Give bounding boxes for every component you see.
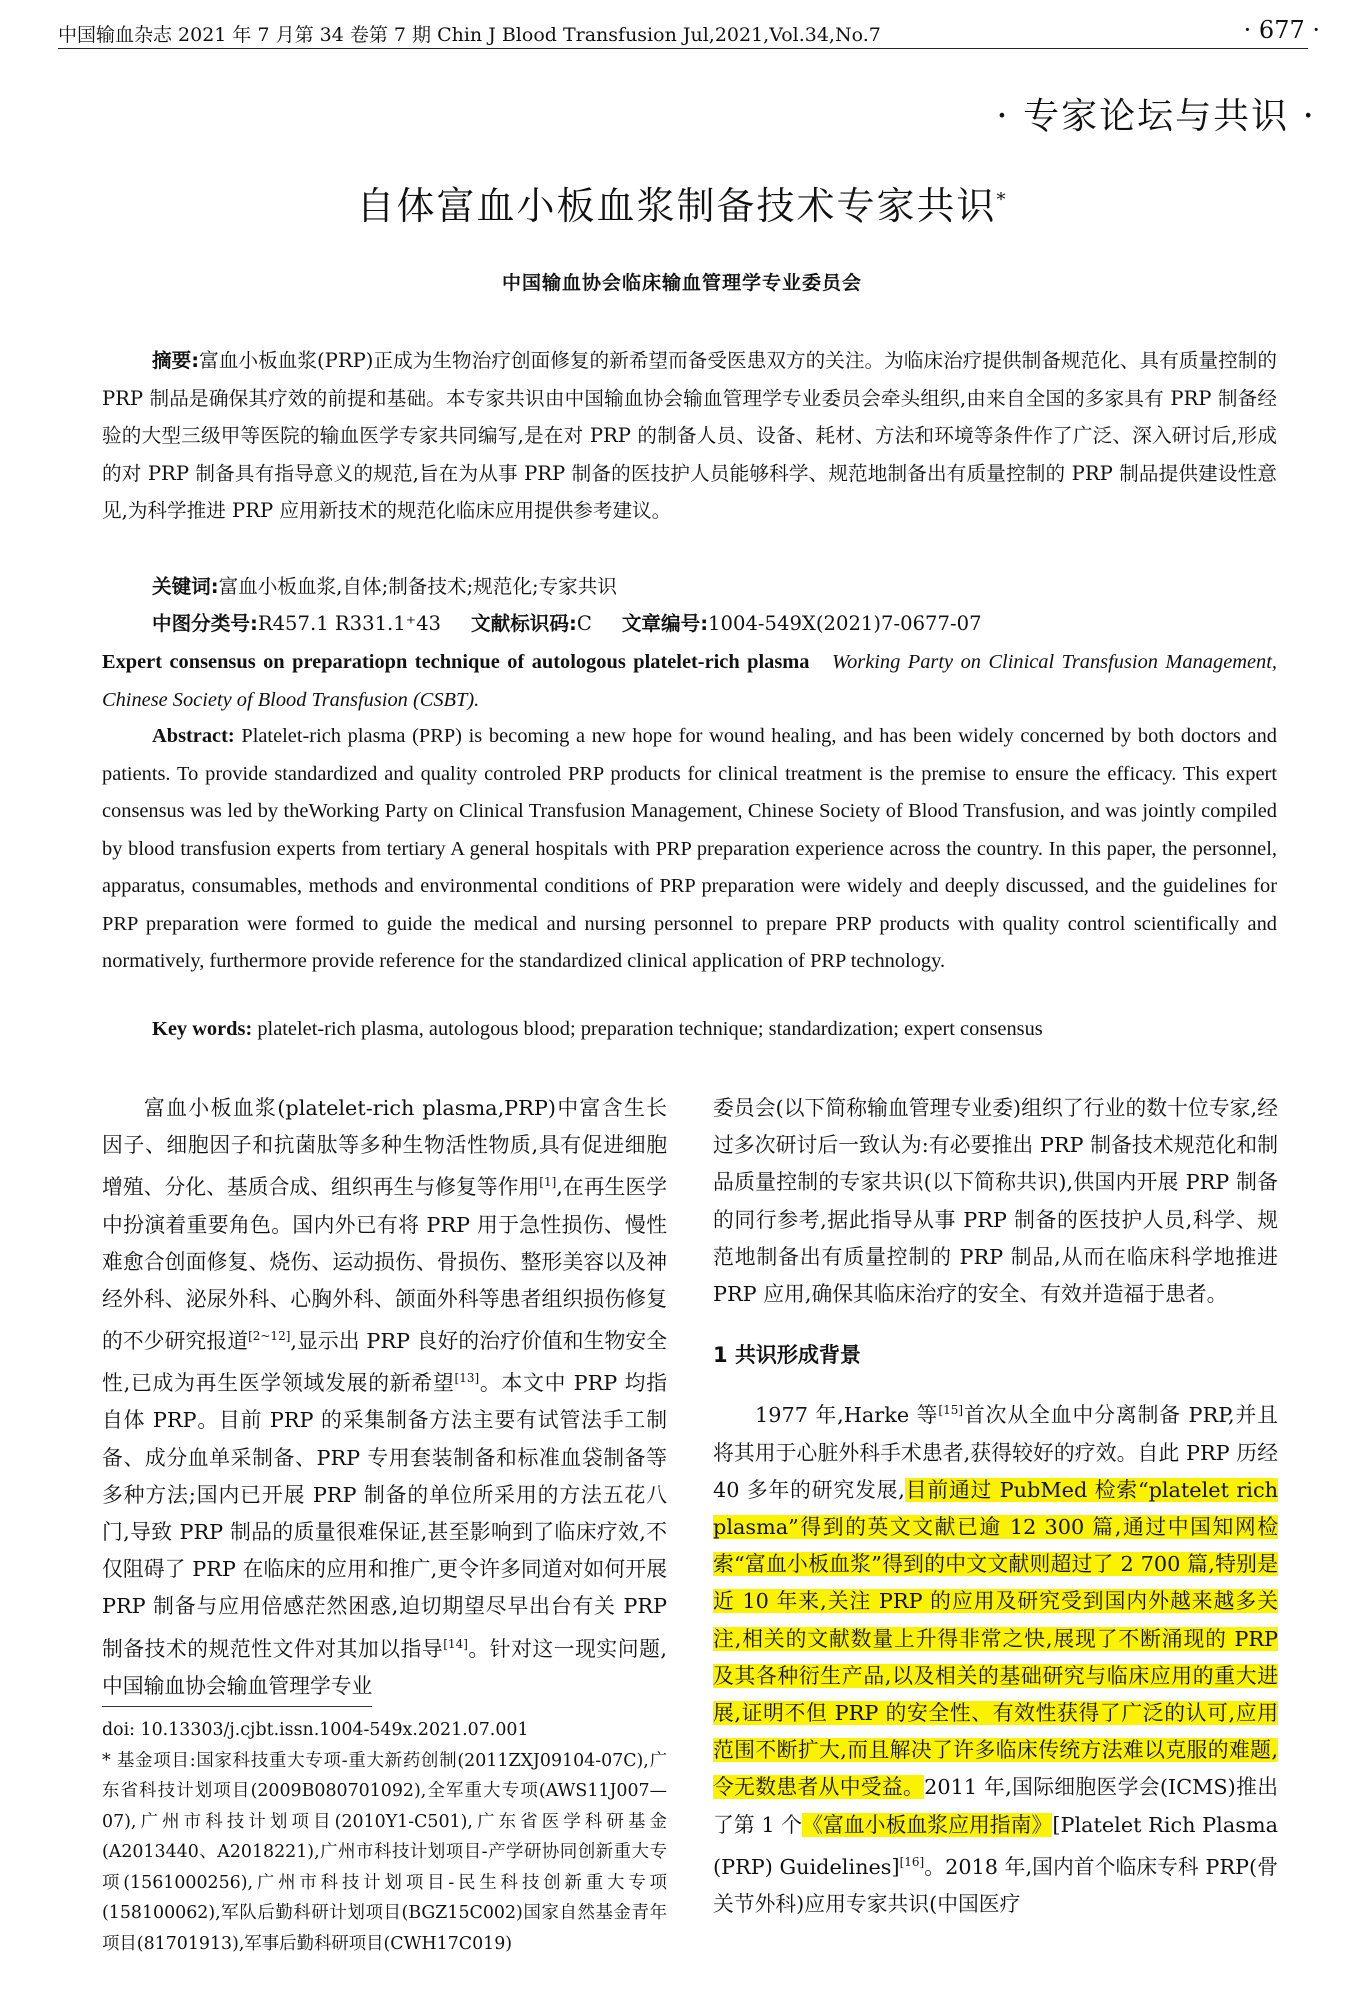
citation-ref: [2~12] [248, 1329, 291, 1344]
section-label: · 专家论坛与共识 · [996, 96, 1316, 137]
abstract-zh-label: 摘要: [152, 349, 200, 372]
section-heading: 1 共识形成背景 [713, 1343, 861, 1368]
keywords-zh-label: 关键词: [152, 575, 219, 598]
citation-ref: [14] [443, 1636, 468, 1651]
paragraph-intro [102, 1090, 667, 1705]
keywords-zh-text: 富血小板血浆,自体;制备技术;规范化;专家共识 [218, 575, 617, 598]
abstract-zh-text: 富血小板血浆(PRP)正成为生物治疗创面修复的新希望而备受医患双方的关注。为临床治疗提供制备规范化、具有质量控制的 PRP 制品是确保其疗效的前提和基础。本专家共识由中国输血协会输血管理学专业委员会牵头组织,由来自全国的多家具有 PRP 制备经验的大型三级甲等医院的输血医学专家共同编写,是在对 PRP 的制备人员、设备、耗材、方法和环境等条件作了广泛、深入研讨后,形成的对 PRP 制备具有指导意义的规范,旨在为从事 PRP 制备的医技护人员能够科学、规范地制备出有质量控制的 PRP 制品提供建设性意见,为科学推进 PRP 应用新技术的规范化临床应用提供参考建议。 [102, 349, 1277, 522]
citation-ref: [16] [899, 1854, 925, 1869]
article-no-value: 1004-549X(2021)7-0677-07 [708, 612, 982, 635]
title-footnote-mark: * [996, 189, 1008, 211]
english-authors: Working Party on Clinical Transfusion Management, Chinese Society of Blood Transfusion (CSBT). [102, 651, 1277, 711]
classification-line [152, 607, 982, 636]
text-run: 首次从全血中分离制备 PRP,并且将其用于心脏外科手术患者,获得较好的疗效。自此 PRP 历经 40 多年的研究发展, [713, 1403, 1278, 1502]
text-run: ,在再生医学中扮演着重要角色。国内外已有将 PRP 用于急性损伤、慢性难愈合创面修复、烧伤、运动损伤、骨损伤、整形美容以及神经外科、泌尿外科、心胸外科、颌面外科等患者组织损伤修复的不少研究报道 [102, 1175, 667, 1354]
page-number: · 677 · [1243, 16, 1320, 44]
text-run: 。2018 年,国内首个临床专科 PRP(骨关节外科)应用专家共识(中国医疗 [713, 1854, 1278, 1916]
title-text: 自体富血小板血浆制备技术专家共识 [356, 184, 997, 228]
text-run: 。本文中 PRP 均指自体 PRP。目前 PRP 的采集制备方法主要有试管法手工制备、成分血单采制备、PRP 专用套装制备和标准血袋制备等多种方法;国内已开展 PRP 制备的单位所采用的方法五花八门,导致 PRP 制品的质量很难保证,甚至影响到了临床疗效,不仅阻碍了 PRP 在临床的应用和推广,更令许多同道对如何开展 PRP 制备与应用倍感茫然困惑,迫切期望尽早出台有关 PRP 制备技术的规范性文件对其加以指导 [102, 1371, 667, 1661]
running-head: 中国输血杂志 2021 年 7 月第 34 卷第 7 期 Chin J Blood Transfusion Jul,2021,Vol.34,No.7 [58, 24, 881, 46]
article-no-label: 文章编号: [621, 612, 709, 635]
citation-ref: [15] [938, 1403, 964, 1418]
paragraph-background [713, 1392, 1278, 1923]
text-run: ,显示出 PRP 良好的治疗价值和生物安全性,已成为再生医学领域发展的新希望 [102, 1329, 667, 1396]
keywords-en [152, 1018, 1043, 1041]
body-left-column [102, 1090, 667, 1705]
keywords-en-text: platelet-rich plasma, autologous blood; preparation technique; standardization; expert consensus [257, 1018, 1043, 1040]
footnotes [102, 1715, 667, 1959]
funding-note: * 基金项目:国家科技重大专项-重大新药创制(2011ZXJ09104-07C),广东省科技计划项目(2009B080701092),全军重大专项(AWS11J007—07),广州市科技计划项目(2010Y1-C501),广东省医学科研基金(A2013440、A2018221),广州市科技计划项目-产学研协同创新重大专项(1561000256),广州市科技计划项目-民生科技创新重大专项(158100062),军队后勤科研计划项目(BGZ15C002)国家自然基金青年项目(81701913),军事后勤科研项目(CWH17C019) [102, 1750, 667, 1954]
doc-code-label: 文献标识码: [471, 612, 577, 635]
citation-ref: [1] [539, 1175, 557, 1190]
header-rule [58, 48, 1308, 49]
text-run: [Platelet Rich Plasma (PRP) Guidelines] [713, 1812, 1279, 1879]
english-title-block [102, 644, 1277, 719]
english-title: Expert consensus on preparatiopn technique of autologous platelet-rich plasma [102, 651, 810, 673]
article-title [0, 175, 1364, 230]
text-run: 。针对这一现实问题,中国输血协会输血管理学专业 [102, 1636, 667, 1698]
abstract-en [102, 718, 1277, 981]
text-run: 2011 年,国际细胞医学会(ICMS)推出了第 1 个 [713, 1775, 1279, 1837]
footnote-rule [102, 1706, 372, 1707]
clc-value: R457.1 R331.1⁺43 [257, 612, 442, 635]
keywords-zh [152, 570, 617, 599]
paragraph-continued: 委员会(以下简称输血管理专业委)组织了行业的数十位专家,经过多次研讨后一致认为:有必要推出 PRP 制备技术规范化和制品质量控制的专家共识(以下简称共识),供国内开展 PRP 制备的同行参考,据此指导从事 PRP 制备的医技护人员,科学、规范地制备出有质量控制的 PRP 制品,从而在临床科学地推进 PRP 应用,确保其临床治疗的安全、有效并造福于患者。 [713, 1096, 1278, 1307]
clc-label: 中图分类号: [152, 612, 258, 635]
highlighted-guideline-title: 《富血小板血浆应用指南》 [802, 1812, 1053, 1837]
text-run: 1977 年,Harke 等 [755, 1403, 939, 1428]
text-run: 富血小板血浆(platelet-rich plasma,PRP)中富含生长因子、细胞因子和抗菌肽等多种生物活性物质,具有促进细胞增殖、分化、基质合成、组织再生与修复等作用 [102, 1096, 667, 1200]
doi-line: doi: 10.13303/j.cjbt.issn.1004-549x.2021.07.001 [102, 1720, 529, 1740]
citation-ref: [13] [454, 1371, 480, 1386]
highlighted-text: 目前通过 PubMed 检索“platelet rich plasma”得到的英文文献已逾 12 300 篇,通过中国知网检索“富血小板血浆”得到的中文文献则超过了 2 700 篇,特别是近 10 年来,关注 PRP 的应用及研究受到国内外越来越多关注,相关的文献数量上升得非常之快,展现了不断涌现的 PRP 及其各种衍生产品,以及相关的基础研究与临床应用的重大进展,证明不但 PRP 的安全性、有效性获得了广泛的认可,应用范围不断扩大,而且解决了许多临床传统方法难以克服的难题,令无数患者从中受益。 [713, 1477, 1279, 1800]
doc-code-value: C [576, 612, 592, 635]
abstract-zh [102, 342, 1277, 530]
abstract-en-text: Platelet-rich plasma (PRP) is becoming a new hope for wound healing, and has been widely concerned by both doctors and patients. To provide standardized and quality controled PRP products for clinical treatment is the premise to ensure the efficacy. This expert consensus was led by theWorking Party on Clinical Transfusion Management, Chinese Society of Blood Transfusion, and was jointly compiled by blood transfusion experts from tertiary A general hospitals with PRP preparation experience across the country. In this paper, the personnel, apparatus, consumables, methods and environmental conditions of PRP preparation were widely and deeply discussed, and the guidelines for PRP preparation were formed to guide the medical and nursing personnel to prepare PRP products with quality control scientifically and normatively, furthermore provide reference for the standardized clinical application of PRP technology. [102, 725, 1277, 972]
body-right-column [713, 1090, 1278, 1923]
keywords-en-label: Key words: [152, 1018, 253, 1040]
abstract-en-label: Abstract: [152, 725, 235, 747]
article-authors: 中国输血协会临床输血管理学专业委员会 [501, 272, 862, 294]
